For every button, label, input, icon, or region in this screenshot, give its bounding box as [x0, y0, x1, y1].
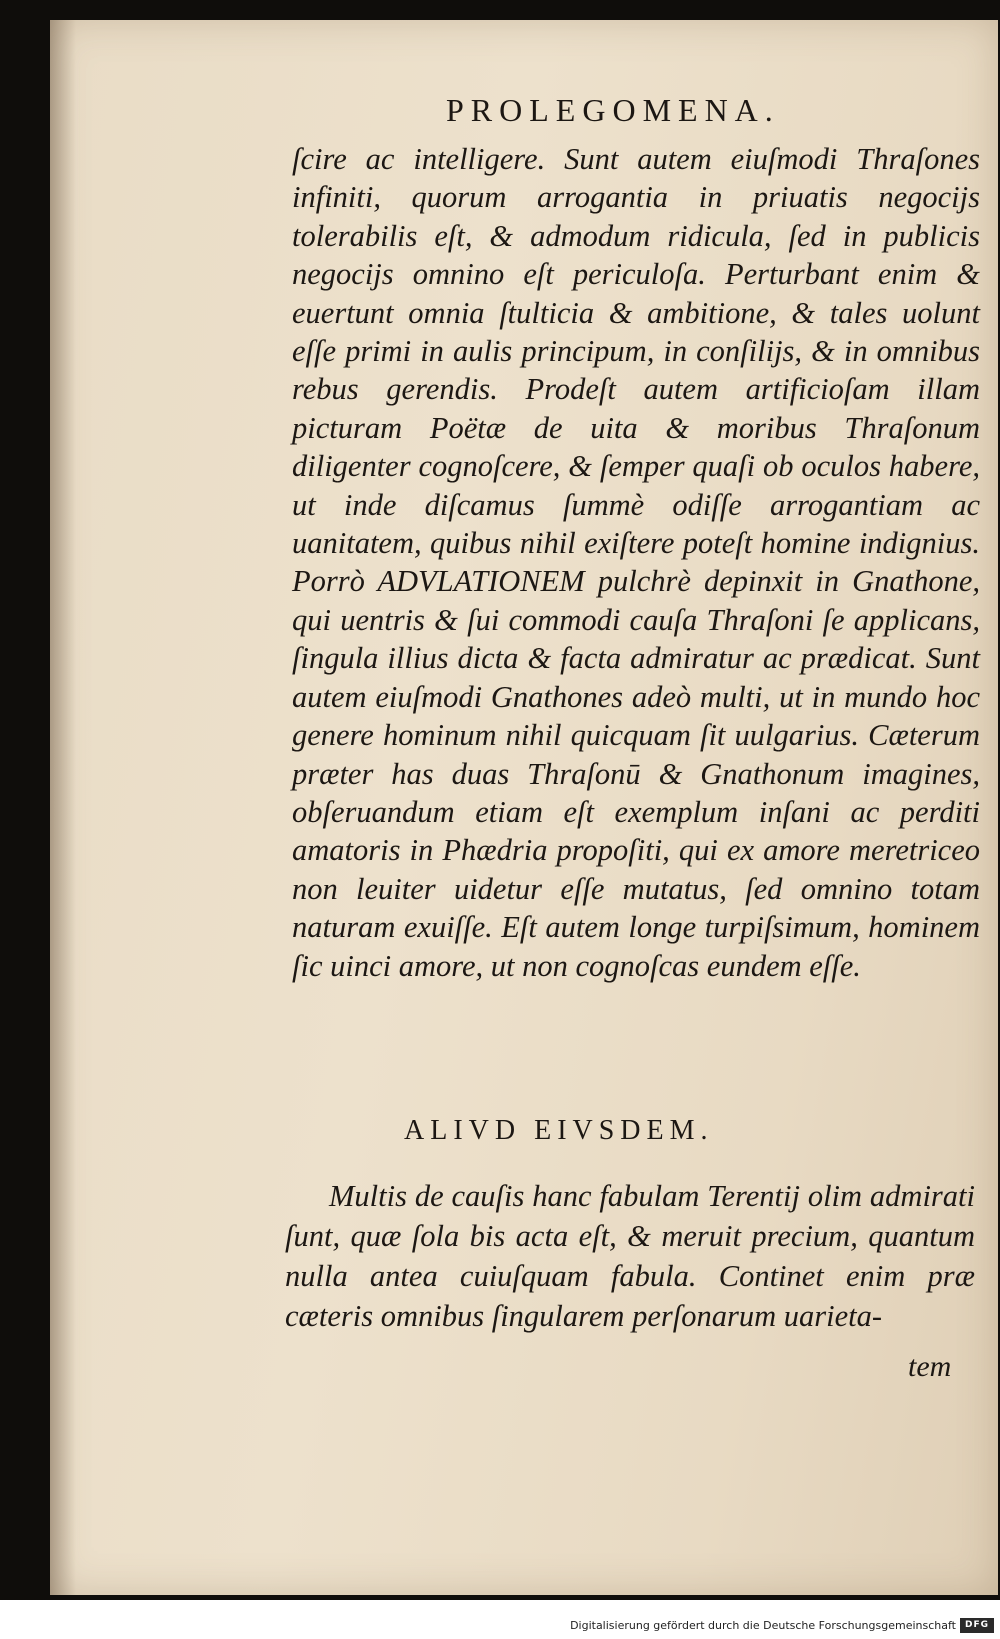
catchword: tem	[908, 1350, 952, 1383]
dfg-logo: DFG	[960, 1618, 994, 1633]
running-head: PROLEGOMENA.	[446, 92, 780, 128]
section-heading: ALIVD EIVSDEM.	[404, 1115, 714, 1146]
digitization-credit: Digitalisierung gefördert durch die Deutsche Forschungsgemeinschaft	[570, 1619, 956, 1632]
first-passage: ſcire ac intelligere. Sunt autem eiuſmodi Thraſones infiniti, quorum arrogantia in priuatis negocijs tolerabilis eſt, & admodum ridicula, ſed in publicis negocijs omnino eſt periculoſa. Perturbant enim & euertunt omnia ſtulticia & ambitione, & tales uolunt eſſe primi in aulis principum, in conſilijs, & in omnibus rebus gerendis. Prodeſt autem artificioſam illam picturam Poëtæ de uita & moribus Thraſonum diligenter cognoſcere, & ſemper quaſi ob oculos habere, ut inde diſcamus ſummè odiſſe arrogantiam ac uanitatem, quibus nihil exiſtere poteſt homine indignius. Porrò ADVLATIONEM pulchrè depinxit in Gnathone, qui uentris & ſui commodi cauſa Thraſoni ſe applicans, ſingula illius dicta & facta admiratur ac prædicat. Sunt autem eiuſmodi Gnathones adeò multi, ut in mundo hoc genere hominum nihil quicquam ſit uulgarius. Cæterum præter has duas Thraſonū & Gnathonum imagines, obſeruandum etiam eſt exemplum inſani ac perditi amatoris in Phædria propoſiti, qui ex amore meretriceo non leuiter uidetur eſſe mutatus, ſed omnino totam naturam exuiſſe. Eſt autem longe turpiſsimum, hominem ſic uinci amore, ut non cognoſcas eundem eſſe.	[292, 142, 980, 983]
second-passage: Multis de cauſis hanc fabulam Terentij olim admirati ſunt, quæ ſola bis acta eſt, & meruit precium, quantum nulla antea cuiuſquam fabula. Continet enim præ cæteris omnibus ſingularem perſonarum uarieta-	[285, 1179, 975, 1333]
